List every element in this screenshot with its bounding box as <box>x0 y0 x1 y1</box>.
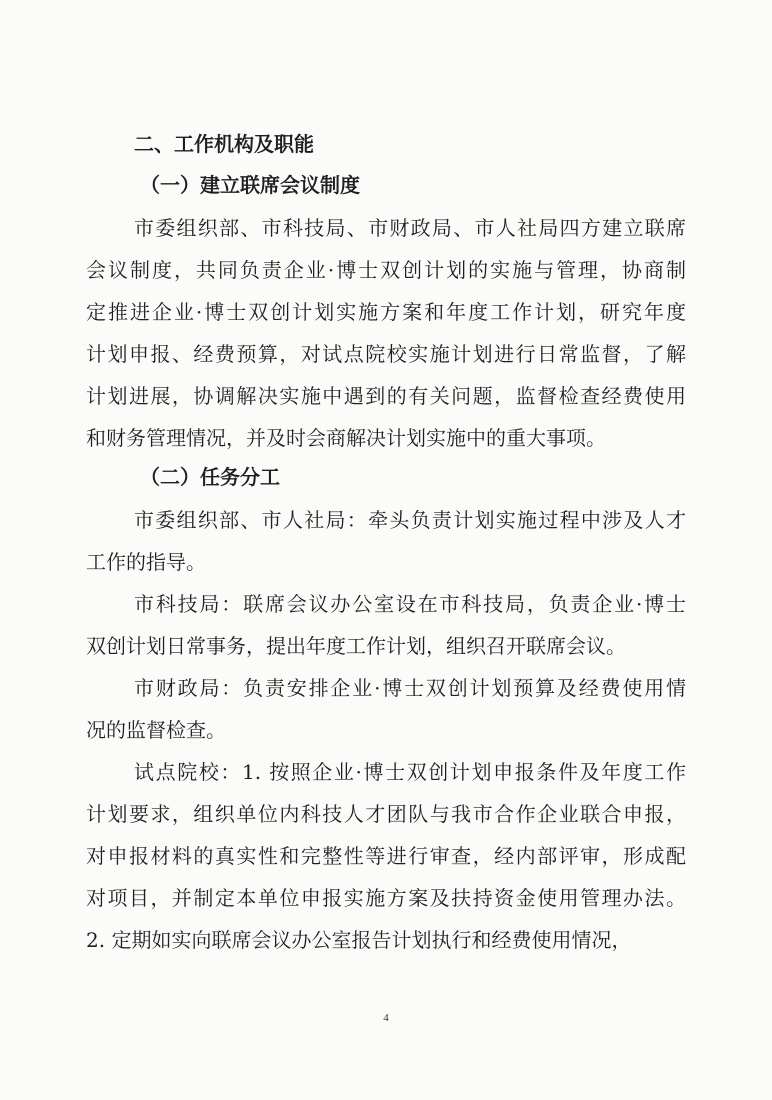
text-line: 双创计划日常事务，提出年度工作计划，组织召开联席会议。 <box>86 634 626 658</box>
text-line: 市委组织部、市科技局、市财政局、市人社局四方建立联席 <box>134 216 686 240</box>
paragraph-science-bureau <box>86 583 686 667</box>
text-line: 市科技局：联席会议办公室设在市科技局，负责企业·博士 <box>134 592 686 616</box>
text-line: 对申报材料的真实性和完整性等进行审查，经内部评审，形成配 <box>86 844 686 868</box>
text-line: 市财政局：负责安排企业·博士双创计划预算及经费使用情 <box>134 676 686 700</box>
text-line: 会议制度，共同负责企业·博士双创计划的实施与管理，协商制 <box>86 258 686 282</box>
document-body <box>86 128 686 961</box>
text-line: 定推进企业·博士双创计划实施方案和年度工作计划，研究年度 <box>86 300 686 324</box>
paragraph-joint-meeting <box>86 207 686 459</box>
text-line: 和财务管理情况，并及时会商解决计划实施中的重大事项。 <box>86 426 606 450</box>
subsection-heading-2: （二）任务分工 <box>140 465 280 489</box>
text-line: 计划进展，协调解决实施中遇到的有关问题，监督检查经费使用 <box>86 384 686 408</box>
text-line: 市委组织部、市人社局：牵头负责计划实施过程中涉及人才 <box>134 508 686 532</box>
text-line: 况的监督检查。 <box>86 718 226 742</box>
text-line: 工作的指导。 <box>86 550 206 574</box>
subsection-heading-1: （一）建立联席会议制度 <box>140 173 360 197</box>
text-line: 计划要求，组织单位内科技人才团队与我市合作企业联合申报， <box>86 802 686 826</box>
text-line: 试点院校：1. 按照企业·博士双创计划申报条件及年度工作 <box>134 760 686 784</box>
paragraph-pilot-institutions <box>86 751 686 961</box>
text-line: 对项目，并制定本单位申报实施方案及扶持资金使用管理办法。 <box>86 886 686 910</box>
section-heading: 二、工作机构及职能 <box>134 132 314 156</box>
paragraph-org-personnel <box>86 499 686 583</box>
text-line: 2. 定期如实向联席会议办公室报告计划执行和经费使用情况， <box>86 928 632 952</box>
paragraph-finance-bureau <box>86 667 686 751</box>
page-number: 4 <box>383 1012 389 1024</box>
text-line: 计划申报、经费预算，对试点院校实施计划进行日常监督，了解 <box>86 342 686 366</box>
